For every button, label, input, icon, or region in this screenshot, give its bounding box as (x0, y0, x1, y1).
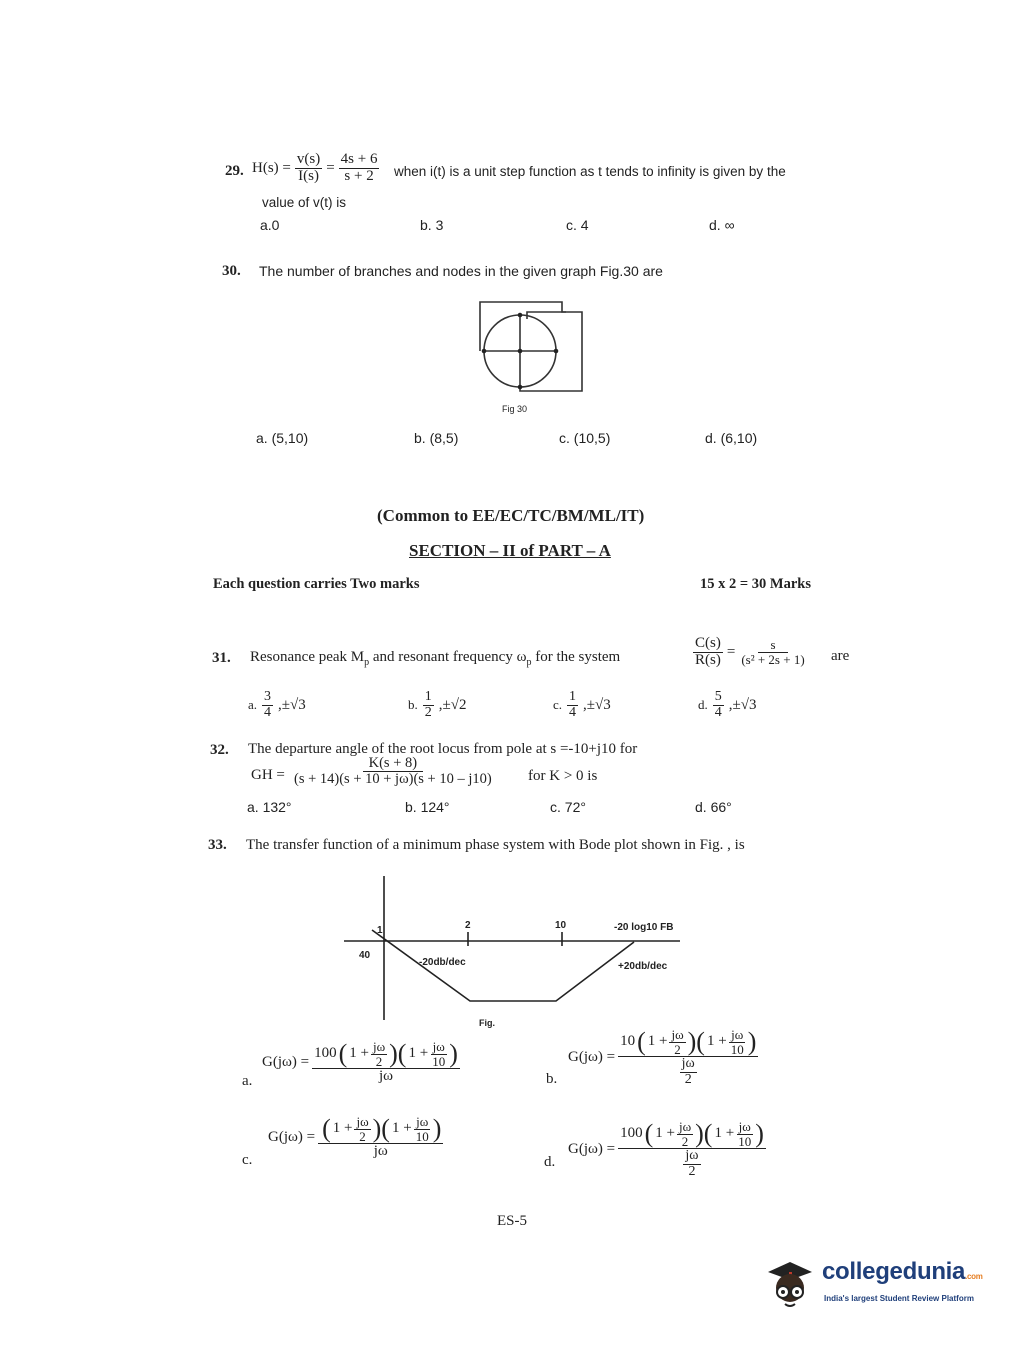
section-title: SECTION – II of PART – A (409, 541, 611, 560)
q33-option-c-label: c. (242, 1152, 253, 1168)
q33-opt-d-f2den: 10 (738, 1133, 752, 1149)
q33-opt-c-den: jω (373, 1143, 388, 1160)
bode-label-slope-down: -20db/dec (419, 957, 466, 968)
q33-opt-b-num: 10 ( 1 + $\frac{j\omega}{2}$ )( 1 + $\frac{j\omega}{10}$ ) (620, 1027, 757, 1057)
q31-opt-b-den: 2 (424, 704, 432, 720)
q33-opt-c-f1pre: 1 + (332, 1120, 353, 1137)
q33-option-c (268, 1115, 443, 1160)
q29-frac2-num: 4s + 6 (340, 151, 378, 167)
q33-opt-c-f2num: jω (416, 1114, 429, 1129)
mascot-icon (760, 1254, 820, 1314)
q33-opt-d-f1num: jω (678, 1119, 692, 1134)
q31-opt-c-num: 1 (569, 689, 577, 704)
q33-opt-d-f1den: 2 (681, 1133, 689, 1149)
q33-opt-b-lhs: G(jω) = (568, 1049, 616, 1066)
q31-tf-eq: = (726, 643, 736, 660)
q32-frac (292, 756, 494, 787)
q33-opt-d-f2num: jω (738, 1119, 751, 1134)
bode-label-slope-up: +20db/dec (618, 961, 668, 972)
q31-number: 31. (212, 650, 231, 666)
q33-opt-b-den (678, 1057, 699, 1087)
q31-tf-num1: C(s) (695, 635, 721, 651)
page-number: ES-5 (497, 1213, 527, 1229)
q31-opt-a-tail: ,±√3 (278, 696, 306, 713)
q30-option-c: c. (10,5) (559, 430, 611, 446)
q31-opt-a-den: 4 (264, 704, 272, 720)
section-marks: 15 x 2 = 30 Marks (700, 576, 811, 592)
q31-sub-p: p (364, 657, 370, 668)
fig30-node (518, 385, 523, 390)
q33-option-a (262, 1040, 460, 1085)
q29-lhs: H(s) = (252, 159, 291, 176)
bode-label-10: 10 (555, 920, 567, 931)
q31-opt-d-tail: ,±√3 (728, 696, 757, 713)
q33-text: The transfer function of a minimum phase system with Bode plot shown in Fig. , is (246, 837, 745, 853)
q29-frac1-den: I(s) (298, 167, 319, 184)
q31-opt-c-letter: c. (553, 697, 563, 713)
q33-opt-a-f1pre: 1 + (349, 1045, 369, 1062)
q29-frac2 (339, 152, 380, 185)
section-instruction: Each question carries Two marks (213, 576, 420, 592)
q31-opt-d-letter: d. (698, 697, 708, 713)
q33-option-b-label: b. (546, 1071, 558, 1087)
q33-opt-d-den-num: jω (685, 1148, 699, 1164)
fig30-node (554, 349, 559, 354)
q31-text (250, 649, 620, 668)
bode-fig-label: Fig. (479, 1018, 495, 1028)
q31-opt-d-den: 4 (714, 704, 722, 720)
section-common: (Common to EE/EC/TC/BM/ML/IT) (377, 506, 645, 525)
q31-opt-d-num: 5 (714, 689, 722, 704)
q29-frac2-den: s + 2 (344, 167, 374, 184)
q33-opt-b-f2den: 10 (730, 1041, 744, 1057)
brand-tagline: India's largest Student Review Platform (824, 1294, 974, 1303)
q31-text-c: for the system (531, 649, 621, 665)
q31-tf (693, 636, 807, 669)
brand-name (822, 1258, 983, 1286)
q33-option-d (568, 1120, 766, 1180)
brand-text: collegedunia (822, 1258, 966, 1285)
q32-option-d: d. 66° (695, 799, 732, 815)
q31-opt-c-tail: ,±√3 (583, 696, 611, 713)
q29-frac1-num: v(s) (296, 151, 321, 167)
q32-den: (s + 14)(s + 10 + jω)(s + 10 – j10) (294, 771, 492, 788)
q31-sub-p2: p (526, 657, 532, 668)
q29-option-c: c. 4 (566, 217, 589, 233)
q33-opt-c-f2pre: 1 + (391, 1120, 412, 1137)
q31-opt-a-num: 3 (264, 689, 272, 704)
q33-opt-a-f1num: jω (372, 1039, 386, 1054)
q30-text: The number of branches and nodes in the given graph Fig.30 are (259, 263, 663, 279)
q31-opt-b-tail: ,±√2 (438, 696, 467, 713)
q33-opt-b-f1num: jω (671, 1027, 684, 1042)
q33-opt-b-den-num: jω (681, 1056, 695, 1072)
q32-option-a: a. 132° (247, 799, 292, 815)
q33-opt-c-f1den: 2 (359, 1128, 366, 1144)
q32-gh: GH = (251, 767, 285, 783)
q30-option-d: d. (6,10) (705, 430, 758, 446)
q31-are: are (831, 648, 850, 664)
collegedunia-logo[interactable] (760, 1254, 992, 1314)
q33-option-d-label: d. (544, 1154, 556, 1170)
q33-opt-a-num: 100 ( 1 + $\frac{j\omega}{2}$ )( 1 + $\frac{j\omega}{10}$ ) (314, 1039, 458, 1069)
q30-option-a: a. (5,10) (256, 430, 309, 446)
q33-opt-a-f2den: 10 (432, 1053, 446, 1069)
q33-opt-b-gain: 10 (620, 1033, 636, 1050)
q32-num: K(s + 8) (363, 756, 423, 772)
q33-opt-d-den (681, 1149, 702, 1179)
brand-suffix: .com (965, 1272, 983, 1281)
q31-text-b: and resonant frequency ω (369, 649, 527, 665)
fig30-node (482, 349, 487, 354)
q29-frac1 (295, 152, 322, 185)
q31-option-b (408, 690, 466, 720)
fig30-graph (470, 298, 590, 398)
q32-cond: for K > 0 is (528, 768, 598, 784)
q29-option-d: d. ∞ (709, 217, 735, 233)
q33-opt-c-f2den: 10 (415, 1128, 429, 1144)
q31-opt-b-letter: b. (408, 697, 418, 713)
q32-option-b: b. 124° (405, 799, 450, 815)
q29-text2: value of v(t) is (262, 195, 347, 210)
q33-opt-b-f2num: jω (731, 1027, 744, 1042)
q29-eq: = (326, 159, 335, 176)
q29-number: 29. (225, 163, 244, 179)
q31-tf-den1: R(s) (695, 651, 721, 668)
bode-plot (340, 870, 700, 1030)
q31-text-a: Resonance peak M (250, 649, 365, 665)
q33-opt-a-lhs: G(jω) = (262, 1054, 310, 1071)
q31-option-a (248, 690, 306, 720)
q29-option-a: a.0 (260, 217, 280, 233)
q33-option-b (568, 1028, 758, 1088)
q33-opt-a-f2num: jω (432, 1039, 445, 1054)
bode-label-2: 2 (465, 920, 471, 931)
q32-text: The departure angle of the root locus from pole at s =-10+j10 for (248, 741, 638, 757)
q31-tf-num2: s (758, 638, 787, 653)
q33-opt-a-den: jω (378, 1068, 393, 1085)
q33-opt-c-f1num: jω (356, 1114, 369, 1129)
fig30-node (518, 313, 523, 318)
q33-opt-d-f2pre: 1 + (714, 1125, 735, 1142)
q33-opt-a-f2pre: 1 + (408, 1045, 429, 1062)
q32-number: 32. (210, 742, 229, 758)
bode-label-1: 1 (377, 925, 383, 936)
q33-opt-d-f1pre: 1 + (655, 1125, 675, 1142)
q31-opt-c-den: 4 (569, 704, 577, 720)
q30-option-b: b. (8,5) (414, 430, 459, 446)
q29-option-b: b. 3 (420, 217, 444, 233)
bode-label-top-right: -20 log10 FB (614, 922, 674, 933)
q33-opt-a-gain: 100 (314, 1045, 337, 1062)
q31-option-c (553, 690, 611, 720)
q33-opt-d-den-den: 2 (688, 1163, 696, 1179)
bode-label-40: 40 (359, 950, 371, 961)
q30-number: 30. (222, 263, 241, 279)
q33-opt-c-num: ( 1 + $\frac{j\omega}{2}$ )( 1 + $\frac{j\omega}{10}$ ) (318, 1115, 443, 1144)
q33-opt-d-num: 100 ( 1 + $\frac{j\omega}{2}$ )( 1 + $\frac{j\omega}{10}$ ) (620, 1119, 764, 1149)
fig30-label: Fig 30 (502, 404, 528, 414)
q33-opt-b-f1pre: 1 + (647, 1033, 668, 1050)
q33-opt-d-gain: 100 (620, 1125, 643, 1142)
q32-option-c: c. 72° (550, 799, 586, 815)
q33-opt-b-den-den: 2 (684, 1071, 692, 1087)
q33-option-a-label: a. (242, 1073, 253, 1089)
q31-option-d (698, 690, 756, 720)
q33-opt-a-f1den: 2 (375, 1053, 383, 1069)
q33-opt-b-f1den: 2 (674, 1041, 681, 1057)
q33-opt-d-lhs: G(jω) = (568, 1141, 616, 1158)
q31-tf-den2: (s² + 2s + 1) (741, 651, 805, 667)
fig30-node (518, 349, 523, 354)
q29-text: when i(t) is a unit step function as t tends to infinity is given by the (394, 164, 786, 179)
q33-opt-b-f2pre: 1 + (706, 1033, 727, 1050)
q31-opt-a-letter: a. (248, 697, 258, 713)
q29-formula (252, 152, 379, 185)
q31-opt-b-num: 1 (424, 689, 432, 704)
q33-opt-c-lhs: G(jω) = (268, 1129, 316, 1146)
q33-number: 33. (208, 837, 227, 853)
